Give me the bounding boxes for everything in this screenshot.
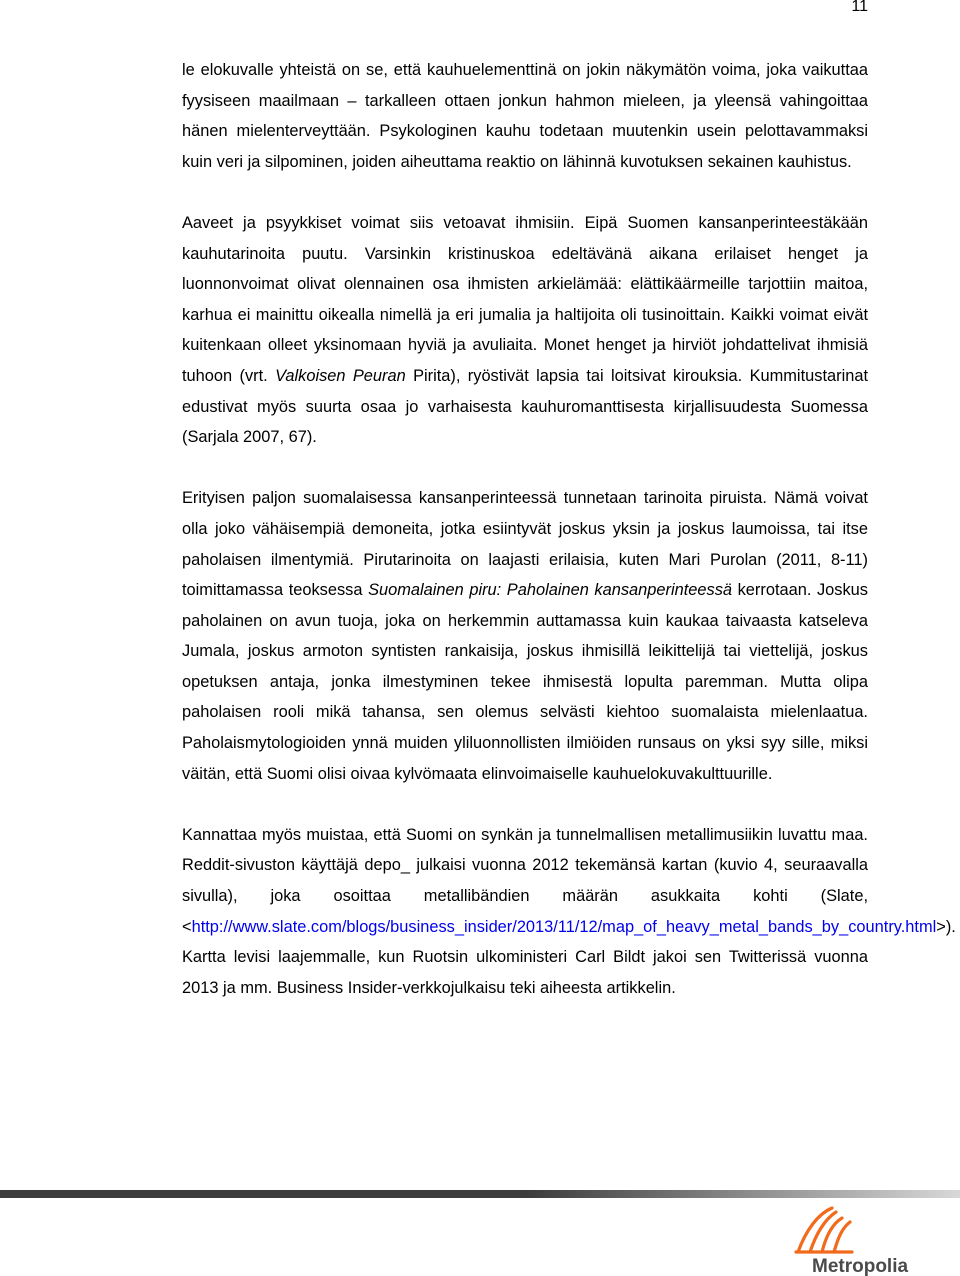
text-run: >). Kartta levisi laajemmalle, kun Ruotsin ulkoministeri Carl Bildt jakoi sen Twitterissä vuonna 2013 ja mm. Business Insider-verkkojulkaisu teki aiheesta artikkelin. (182, 917, 956, 997)
text-run: Kannattaa myös muistaa, että Suomi on synkän ja tunnelmallisen metallimusiikin luvattu maa. Reddit-sivuston käyttäjä depo_ julkaisi vuonna 2012 tekemänsä kartan (kuvio 4, seuraavalla sivulla), joka osoittaa metallibändien määrän asukkaita kohti (Slate, < (182, 825, 868, 936)
text-run: Erityisen paljon suomalaisessa kansanperinteessä tunnetaan tarinoita piruista. Nämä voivat olla joko vähäisempiä demoneita, jotka esiintyvät joskus yksin ja joskus laumoissa, tai itse paholaisen ilmentymiä. Pirutarinoita on laajasti erilaisia, kuten Mari Purolan (2011, 8-11) toimittamassa teoksessa (182, 489, 868, 600)
body-text (182, 55, 956, 1003)
page-number: 11 (851, 0, 868, 15)
text-run: Pirita), ryöstivät lapsia tai loitsivat kirouksia. Kummitustarinat edustivat myös suurta osaa jo varhaisesta kauhuromanttisesta kirjallisuudesta Suomessa (Sarjala 2007, 67). (182, 366, 868, 447)
paragraph (182, 483, 868, 789)
italic-title: Suomalainen piru: Paholainen kansanperinteessä (368, 581, 733, 600)
paragraph (182, 820, 956, 1004)
text-run: Aaveet ja psyykkiset voimat siis vetoavat ihmisiin. Eipä Suomen kansanperinteestäkään kauhutarinoita puutu. Varsinkin kristinuskoa edeltävänä aikana erilaiset henget ja luonnonvoimat olivat olennainen osa ihmisten arkielämää: elättikäärmeille tarjottiin maitoa, karhua ei mainittu oikealla nimellä ja eri jumalia ja haltijoita oli tusinoittain. Kaikki voimat eivät kuitenkaan olleet yksinomaan hyviä ja avuliaita. Monet henget ja hirviöt johdattelivat ihmisiä tuhoon (vrt. (182, 213, 868, 385)
paragraph (182, 208, 868, 453)
metropolia-flame-icon (796, 1208, 852, 1252)
metropolia-logo (780, 1200, 930, 1276)
text-run: le elokuvalle yhteistä on se, että kauhuelementtinä on jokin näkymätön voima, joka vaikuttaa fyysiseen maailmaan – tarkalleen ottaen jonkun hahmon mieleen, ja yleensä vahingoittaa hänen mielenterveyttään. Psykologinen kauhu todetaan muutenkin usein pelottavammaksi kuin veri ja silpominen, joiden aiheuttama reaktio on lähinnä kuvotuksen sekainen kauhistus. (182, 61, 868, 171)
italic-title: Valkoisen Peuran (275, 366, 406, 385)
footer-rule (0, 1190, 960, 1198)
paragraph (182, 55, 868, 177)
url-link[interactable]: http://www.slate.com/blogs/business_insider/2013/11/12/map_of_heavy_metal_bands_by_country.html (191, 917, 937, 936)
text-run: kerrotaan. Joskus paholainen on avun tuoja, joka on herkemmin auttamassa kuin kaukaa taivaasta katseleva Jumala, joskus armoton syntisten rankaisija, joskus ihmisillä leikittelijä tai viettelijä, joskus opetuksen antaja, jonka ilmestyminen tekee ihmisestä lopulta paremman. Mutta olipa paholaisen rooli mikä tahansa, sen olemus selvästi kiehtoo suomalaista mielenlaatua. Paholaismytologioiden ynnä muiden yliluonnollisten ilmiöiden runsaus on yksi syy sille, miksi väitän, että Suomi olisi oivaa kylvömaata elinvoimaiselle kauhuelokuvakulttuurille. (182, 581, 868, 783)
logo-wordmark: Metropolia (812, 1256, 909, 1276)
